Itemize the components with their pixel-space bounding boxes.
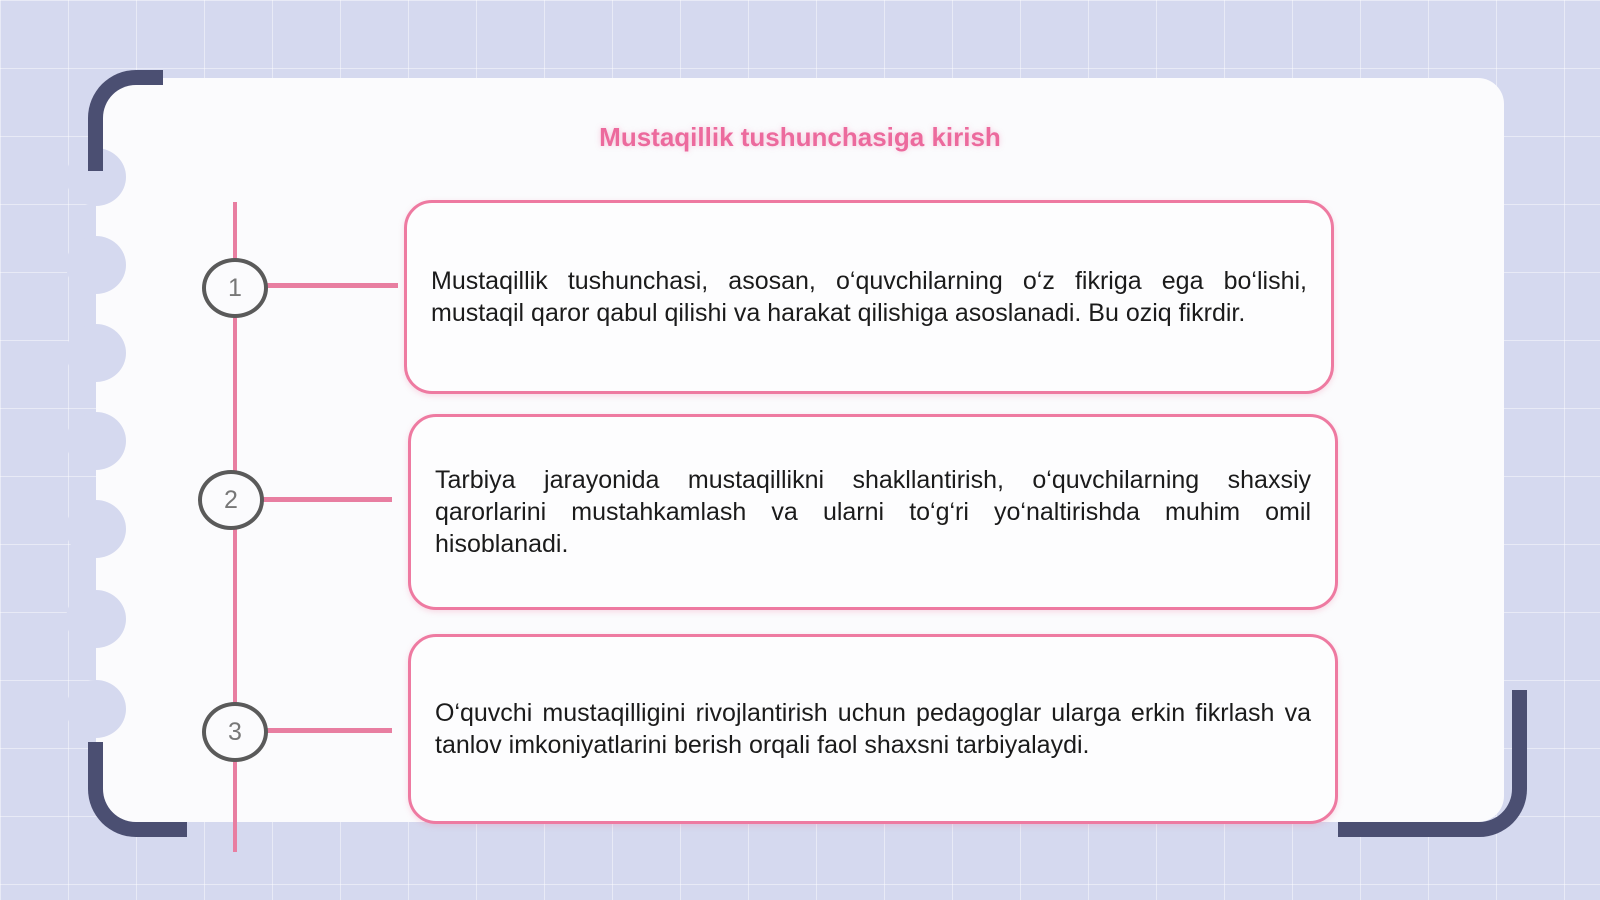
frame-corner-bottom-right	[1338, 690, 1527, 837]
step-card-3	[408, 634, 1338, 824]
slide-title: Mustaqillik tushunchasiga kirish	[599, 122, 1001, 152]
frame-corner-bottom-left	[88, 742, 187, 837]
connector-line-1	[262, 283, 398, 288]
step-text-2: Tarbiya jarayonida mustaqillikni shakllantirish, o‘quvchilarning shaxsiy qarorlarini mustahkamlash va ularni to‘g‘ri yo‘naltirishda muhim omil hisoblanadi.	[435, 466, 1311, 558]
connector-line-2	[262, 497, 392, 502]
connector-line-3	[262, 728, 392, 733]
binder-notch	[66, 500, 126, 558]
step-text-3: O‘quvchi mustaqilligini rivojlantirish uchun pedagoglar ularga erkin fikrlash va tanlov imkoniyatlarini berish orqali faol shaxsni tarbiyalaydi.	[435, 699, 1311, 759]
binder-notch	[66, 590, 126, 648]
step-number-1: 1	[202, 258, 268, 318]
step-card-1	[404, 200, 1334, 394]
binder-notch	[66, 236, 126, 294]
step-number-2: 2	[198, 470, 264, 530]
binder-notch	[66, 412, 126, 470]
frame-corner-top-left	[88, 70, 163, 171]
step-card-2	[408, 414, 1338, 610]
binder-notch	[66, 680, 126, 738]
step-number-3: 3	[202, 702, 268, 762]
step-text-1: Mustaqillik tushunchasi, asosan, o‘quvchilarning o‘z fikriga ega bo‘lishi, mustaqil qaror qabul qilishi va harakat qilishiga asoslanadi. Bu oziq fikrdir.	[431, 267, 1307, 327]
binder-notch	[66, 324, 126, 382]
